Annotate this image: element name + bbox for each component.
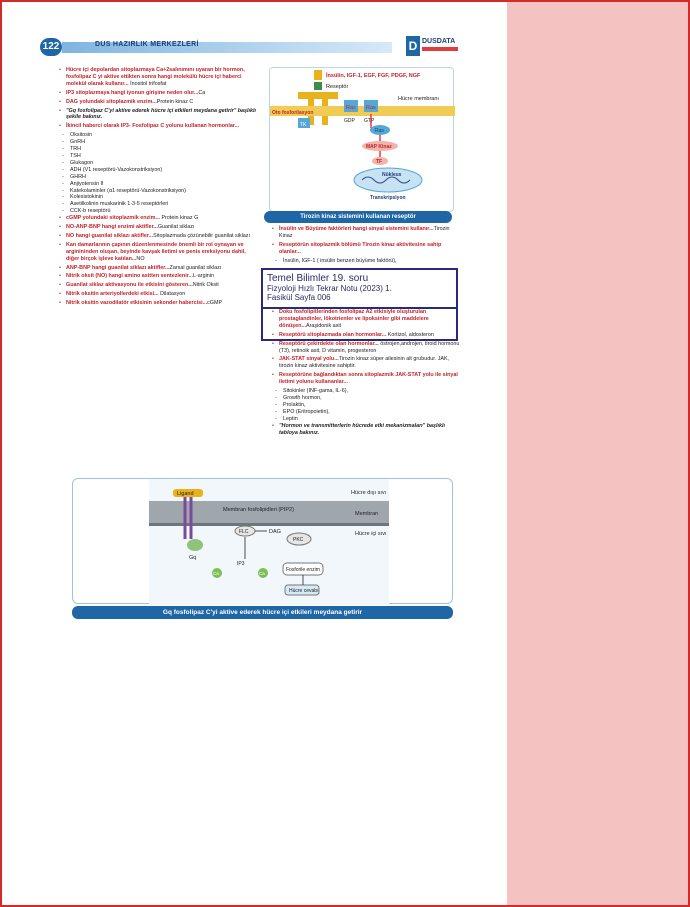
pkc-label: PKC xyxy=(293,537,304,543)
list-item: - İnsülin, IGF-1 ( insülin benzeri büyüme faktörü), xyxy=(271,258,460,265)
page-header xyxy=(40,38,460,58)
list-item: - TSH xyxy=(58,153,258,160)
gdp-label: GDP xyxy=(344,118,355,124)
reference-page: Fasikül Sayfa 006 xyxy=(267,293,331,302)
list-item: - Oksitosin xyxy=(58,132,258,139)
list-item xyxy=(271,332,460,339)
pip2-label: Membran fosfolipidleri (PIP2) xyxy=(223,507,294,513)
tk-label: TK xyxy=(300,122,307,128)
right-column-top xyxy=(271,226,460,265)
tf-label: TF xyxy=(376,159,383,165)
list-item: • IP3 sitoplazmaya hangi iyonun girişine neden olur...Ca xyxy=(58,90,258,97)
left-column xyxy=(58,67,258,309)
item-answer: NO xyxy=(136,255,145,262)
mapk-label: MAP Kinaz xyxy=(366,144,392,150)
list-item xyxy=(271,309,460,330)
item-answer: Kortizol, aldosteron xyxy=(386,331,434,338)
list-item: - Asetilkolinin muskarinik 1-3-5 reseptörleri xyxy=(58,201,258,208)
header-title: DUS HAZIRLIK MERKEZLERİ xyxy=(95,41,199,48)
ca-label-2: Ca xyxy=(259,571,265,576)
item-answer: Dilatasyon xyxy=(158,291,186,298)
ligands-label: İnsülin, IGF-1, EGF, FGF, PDGF, NGF xyxy=(326,73,421,79)
reference-source: Fizyoloji Hızlı Tekrar Notu (2023) 1. xyxy=(267,284,392,293)
list-item: - GnRH xyxy=(58,139,258,146)
list-item xyxy=(58,224,258,231)
list-item: • "Gq fosfolipaz C'yi aktive ederek hücre içi etkileri meydana getirir" başlıklı şekile bakınız. xyxy=(58,108,258,122)
list-item xyxy=(58,215,258,222)
brand-logo xyxy=(406,36,460,58)
autophos-label: Oto fosforilasyon xyxy=(272,110,314,116)
item-question: NO hangi guanilat siklazı aktifler... xyxy=(66,232,154,239)
list-item xyxy=(271,341,460,355)
list-item xyxy=(271,372,460,386)
receptor-label: Reseptör xyxy=(326,84,349,90)
list-item: - Kolesistokinin xyxy=(58,194,258,201)
ip3-label: IP3 xyxy=(237,561,245,567)
gtp-label: GTP xyxy=(364,118,375,124)
item-question: Kan damarlarının çapının düzenlenmesinde önemli bir rol oynayan ve arginininden oluşan, beyinde kavşak iletimi ve penis ereksiyonu dahil, diğer birçok işleve katılan... xyxy=(66,241,246,262)
figure-caption-2: Gq fosfolipaz C'yi aktive ederek hücre içi etkileri meydana getirir xyxy=(72,606,453,619)
item-answer: Guanilat siklazı xyxy=(157,224,195,231)
list-item xyxy=(58,233,258,240)
list-item: - Katekolaminler (α1 reseptörü-Vazokonstriksiyon) xyxy=(58,188,258,195)
inside-label: Hücre içi sıvı xyxy=(355,531,387,537)
item-question: Guanilat siklaz aktivasyonu ile etkisini gösteren... xyxy=(66,282,193,289)
item-answer: Sitoplazmada çözünebilir guanilat siklazı xyxy=(153,232,250,239)
hormone-list xyxy=(58,132,258,215)
item-answer: L-arginin xyxy=(193,273,214,280)
logo-letter: D xyxy=(406,36,420,56)
ca-label-1: Ca xyxy=(213,571,219,576)
item-question: Reseptörü çekirdekte olan hormonlar... xyxy=(279,340,379,347)
item-question: JAK-STAT sinyal yolu... xyxy=(279,356,339,363)
reference-box xyxy=(261,268,458,309)
list-item xyxy=(58,282,258,289)
item-question: Nitrik oksit (NO) hangi amino asitten sentezlenir... xyxy=(66,273,194,280)
flc-label: FLC xyxy=(239,529,249,535)
nucleus-label: Nükleus xyxy=(382,172,402,178)
right-column-bottom xyxy=(271,309,460,438)
dag-label: DAG xyxy=(269,529,281,535)
transcription-label: Transkripsiyon xyxy=(370,195,406,201)
ras-label-2: Ras xyxy=(366,105,376,111)
list-item xyxy=(58,265,258,272)
list-item: - Sitokinler (INF-gama, IL-6), xyxy=(271,388,460,395)
item-answer: östrojen,androjen, tiroid hormonu (T3), retinoik asit, D vitamin, progesteron xyxy=(279,340,460,354)
list-item xyxy=(271,356,460,370)
page-number: 122 xyxy=(40,38,62,56)
ras-label-3: Ras xyxy=(375,128,384,134)
list-item: - Growth hormon, xyxy=(271,395,460,402)
item-answer: Zarsal guanilat siklazı xyxy=(169,264,222,271)
list-item: • DAG yolundaki sitoplazmik enzim...Protein kinaz C xyxy=(58,99,258,106)
reference-title: Temel Bilimler 19. soru xyxy=(267,273,369,284)
list-item: • "Hormon ve transmitterlerin hücrede etki mekanizmaları" başlıklı tabloya bakınız. xyxy=(271,423,460,437)
outside-label: Hücre dışı sıvı xyxy=(351,490,387,496)
list-item xyxy=(58,291,258,298)
item-answer: Araşidonik asit xyxy=(305,322,342,329)
left-list-2 xyxy=(58,215,258,307)
list-item: - Prolaktin, xyxy=(271,402,460,409)
item-question: ANP-BNP hangi guanilat siklazı aktifler... xyxy=(66,264,170,271)
gq-pathway-figure xyxy=(72,478,453,604)
jak-list xyxy=(271,388,460,423)
list-item: - ADH (V1 reseptörü-Vazokonstriksiyon) xyxy=(58,167,258,174)
list-item: • Hücre içi depolardan sitoplazmaya Ca+2salınımını uyaran bir hormon, fosfolipaz C yi aktive ettikten sonra hangi molekülü hücre içi haberci molekül olarak kullanır... İnositol trifosfat xyxy=(58,67,258,88)
logo-text: DUSDATA xyxy=(422,38,456,45)
list-item: • İnsülin ve Büyüme faktörleri hangi sinyal sistemini kullanır...Tirozin Kinaz xyxy=(271,226,460,240)
item-answer: Protein kinaz G xyxy=(159,215,199,222)
list-item: - Leptin xyxy=(271,416,460,423)
response-label: Hücre cevabı xyxy=(289,588,319,594)
list-item xyxy=(58,273,258,280)
item-question: NO-ANP-BNP hangi enzimi aktifler... xyxy=(66,224,158,231)
list-item: - TRH xyxy=(58,146,258,153)
ligand-label: Ligand xyxy=(177,491,194,497)
item-question: Doku fosfolipitlerinden fosfolipaz A2 etkisiyle oluşturulan prostaglandinler, lökotrienler ve lipoksinler gibi maddelere dönüşen... xyxy=(279,309,429,329)
item-answer: Nitrik Oksit xyxy=(192,282,219,289)
list-item: - EPO (Eritropoietin), xyxy=(271,409,460,416)
list-item: - CCK-b reseptörü xyxy=(58,208,258,215)
item-question: Nitrik oksitin vazodilatör etkisinin sekonder habercisi... xyxy=(66,300,208,307)
list-item: • Reseptörün sitoplazmik bölümü Tirozin kinaz aktivitesine sahip olanlar... xyxy=(271,242,460,256)
tyrosine-kinase-figure xyxy=(269,67,454,212)
phosphorylated-label: Fosforile enzim xyxy=(286,567,320,573)
item-answer: cGMP xyxy=(207,300,223,307)
list-item: - Glukagon xyxy=(58,160,258,167)
list-item: - GHRH xyxy=(58,174,258,181)
item-question: Reseptörü sitoplazmada olan hormonlar... xyxy=(279,331,387,338)
figure-caption: Tirozin kinaz sistemini kullanan reseptör xyxy=(264,211,452,223)
membrane-label-2: Membran xyxy=(355,511,379,517)
item-answer: Tirozin kinaz süper ailesinin alt grubudur. JAK, tirozin kinaz aktivitesine sahiptir. xyxy=(279,356,450,370)
list-item: • İkincil haberci olarak IP3- Fosfolipaz C yolunu kullanan hormonlar... xyxy=(58,123,258,130)
ras-label-1: Ras xyxy=(346,105,356,111)
side-margin xyxy=(507,2,688,905)
logo-underline xyxy=(422,47,458,51)
list-item xyxy=(58,300,258,307)
item-question: cGMP yolundaki sitoplazmik enzim... xyxy=(66,215,160,222)
right-list-2 xyxy=(271,309,460,386)
item-question: Nitrik oksitin arteriyollerdeki etkisi... xyxy=(66,291,159,298)
gq-label: Gq xyxy=(189,555,197,561)
list-item xyxy=(58,242,258,263)
item-question: Reseptörüne bağlandıktan sonra sitoplazmik JAK-STAT yolu ile sinyal iletimi yolunu kullananlar... xyxy=(279,372,458,386)
list-item: - Anjiyotensin II xyxy=(58,181,258,188)
membrane-label: Hücre membranı xyxy=(398,96,439,102)
